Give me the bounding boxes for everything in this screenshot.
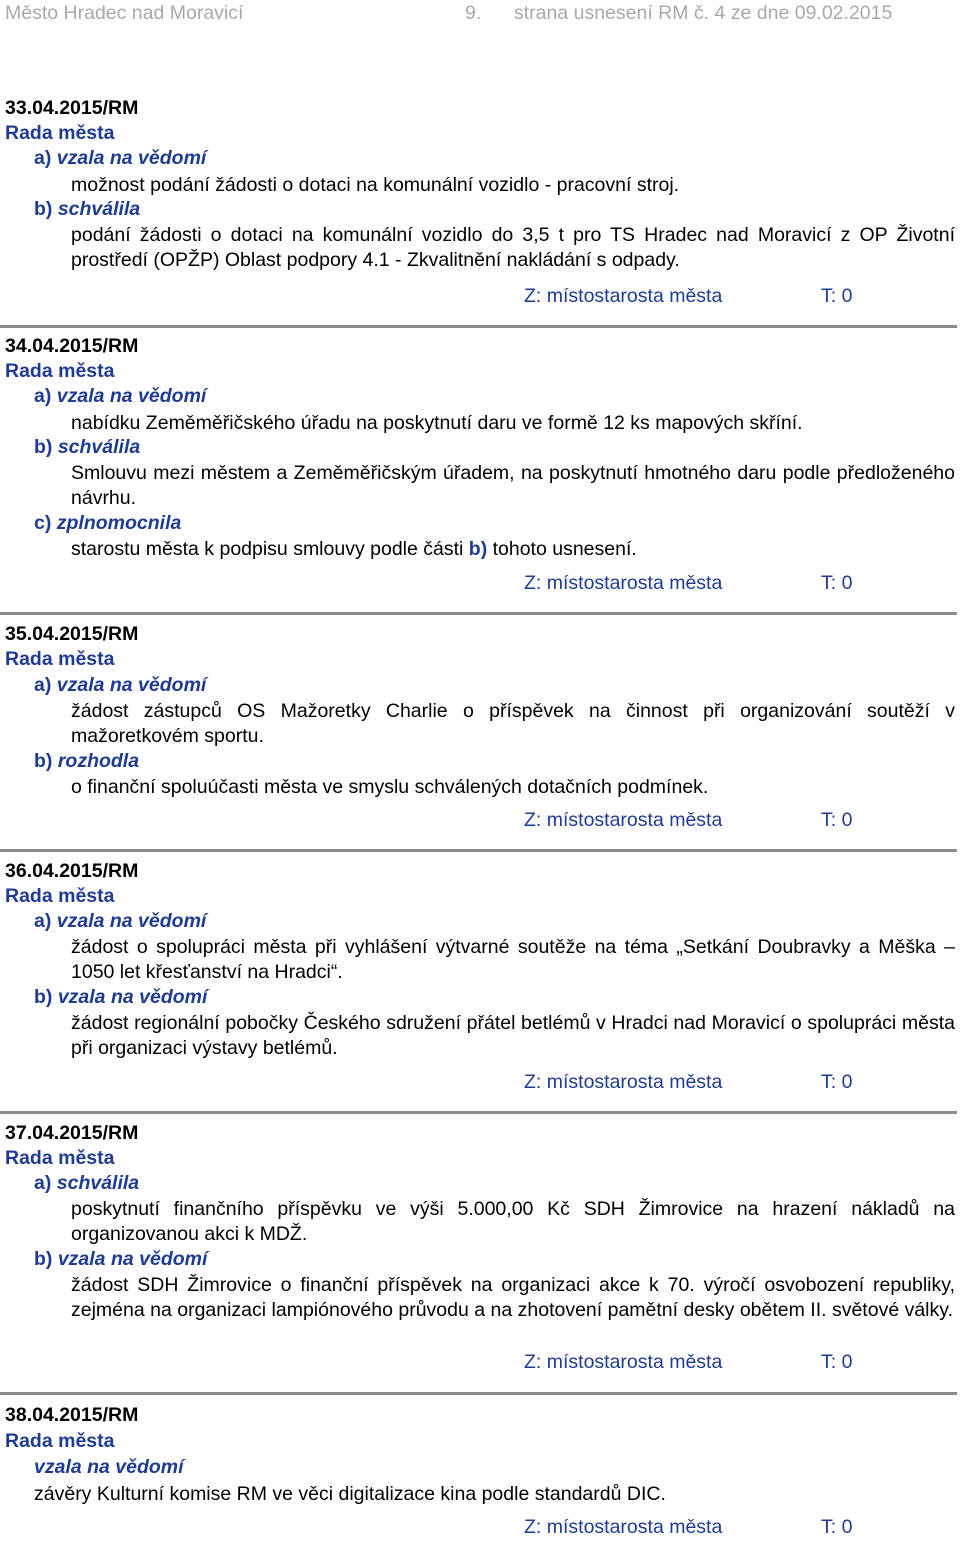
item-b-text: Smlouvu mezi městem a Zeměměřičským úřadem, na poskytnutí hmotného daru podle předloženého návrhu. xyxy=(71,462,955,510)
responsible-person: Z: místostarosta města xyxy=(524,1516,723,1538)
item-b-text: žádost regionální pobočky Českého sdružení přátel betlémů v Hradci nad Moravicí o spolupráci města při organizaci výstavy betlémů. xyxy=(71,1012,955,1060)
council-label: Rada města xyxy=(5,1430,115,1452)
item-b-text: o finanční spoluúčasti města ve smyslu schválených dotačních podmínek. xyxy=(71,776,709,798)
page-header xyxy=(5,2,943,28)
item-a-verb: a) vzala na vědomí xyxy=(34,910,207,932)
item-a-verb: a) vzala na vědomí xyxy=(34,674,207,696)
resolution-number: 37.04.2015/RM xyxy=(5,1122,139,1144)
section-divider xyxy=(0,1111,957,1114)
item-verb: vzala na vědomí xyxy=(34,1456,184,1478)
deadline: T: 0 xyxy=(821,572,853,594)
item-a-text: žádost zástupců OS Mažoretky Charlie o příspěvek na činnost při organizování soutěží v mažoretkovém sportu. xyxy=(71,700,955,748)
responsible-person: Z: místostarosta města xyxy=(524,572,723,594)
item-a-text: žádost o spolupráci města při vyhlášení výtvarné soutěže na téma „Setkání Doubravky a Měška – 1050 let křesťanství na Hradci“. xyxy=(71,936,955,984)
item-b-text: žádost SDH Žimrovice o finanční příspěvek na organizaci akce k 70. výročí osvobození republiky, zejména na organizaci lampiónového průvodu a na zhotovení pamětní desky obětem II. světové války. xyxy=(71,1274,955,1322)
item-a-text: možnost podání žádosti o dotaci na komunální vozidlo - pracovní stroj. xyxy=(71,174,680,196)
resolution-number: 33.04.2015/RM xyxy=(5,97,139,119)
item-text: závěry Kulturní komise RM ve věci digitalizace kina podle standardů DIC. xyxy=(34,1483,666,1505)
council-label: Rada města xyxy=(5,885,115,907)
responsible-person: Z: místostarosta města xyxy=(524,1351,723,1373)
item-a-text: poskytnutí finančního příspěvku ve výši 5.000,00 Kč SDH Žimrovice na hrazení nákladů na organizovanou akci k MDŽ. xyxy=(71,1198,955,1246)
section-divider xyxy=(0,849,957,852)
section-divider xyxy=(0,1392,957,1395)
responsible-person: Z: místostarosta města xyxy=(524,809,723,831)
section-divider xyxy=(0,612,957,615)
deadline: T: 0 xyxy=(821,1071,853,1093)
council-label: Rada města xyxy=(5,360,115,382)
responsible-person: Z: místostarosta města xyxy=(524,285,723,307)
resolution-number: 34.04.2015/RM xyxy=(5,335,139,357)
item-c-verb: c) zplnomocnila xyxy=(34,512,182,534)
council-label: Rada města xyxy=(5,122,115,144)
deadline: T: 0 xyxy=(821,1516,853,1538)
header-page-number: 9. xyxy=(465,2,482,24)
section-divider xyxy=(0,325,957,328)
deadline: T: 0 xyxy=(821,285,853,307)
item-b-verb: b) vzala na vědomí xyxy=(34,1248,208,1270)
item-b-verb: b) schválila xyxy=(34,436,141,458)
header-document-title: strana usnesení RM č. 4 ze dne 09.02.2015 xyxy=(514,2,893,24)
item-a-verb: a) vzala na vědomí xyxy=(34,385,207,407)
resolution-number: 36.04.2015/RM xyxy=(5,860,139,882)
deadline: T: 0 xyxy=(821,1351,853,1373)
item-b-text: podání žádosti o dotaci na komunální vozidlo do 3,5 t pro TS Hradec nad Moravicí z OP Životní prostředí (OPŽP) Oblast podpory 4.1 - Zkvalitnění nakládání s odpady. xyxy=(71,224,955,272)
item-b-verb: b) vzala na vědomí xyxy=(34,986,208,1008)
header-municipality: Město Hradec nad Moravicí xyxy=(5,2,244,24)
item-c-text: starostu města k podpisu smlouvy podle části b) tohoto usnesení. xyxy=(71,538,637,560)
item-a-verb: a) vzala na vědomí xyxy=(34,147,207,169)
resolution-number: 35.04.2015/RM xyxy=(5,623,139,645)
responsible-person: Z: místostarosta města xyxy=(524,1071,723,1093)
item-b-verb: b) schválila xyxy=(34,198,141,220)
item-b-verb: b) rozhodla xyxy=(34,750,140,772)
deadline: T: 0 xyxy=(821,809,853,831)
resolution-number: 38.04.2015/RM xyxy=(5,1404,139,1426)
council-label: Rada města xyxy=(5,648,115,670)
council-label: Rada města xyxy=(5,1147,115,1169)
item-a-verb: a) schválila xyxy=(34,1172,140,1194)
item-a-text: nabídku Zeměměřičského úřadu na poskytnutí daru ve formě 12 ks mapových skříní. xyxy=(71,412,803,434)
